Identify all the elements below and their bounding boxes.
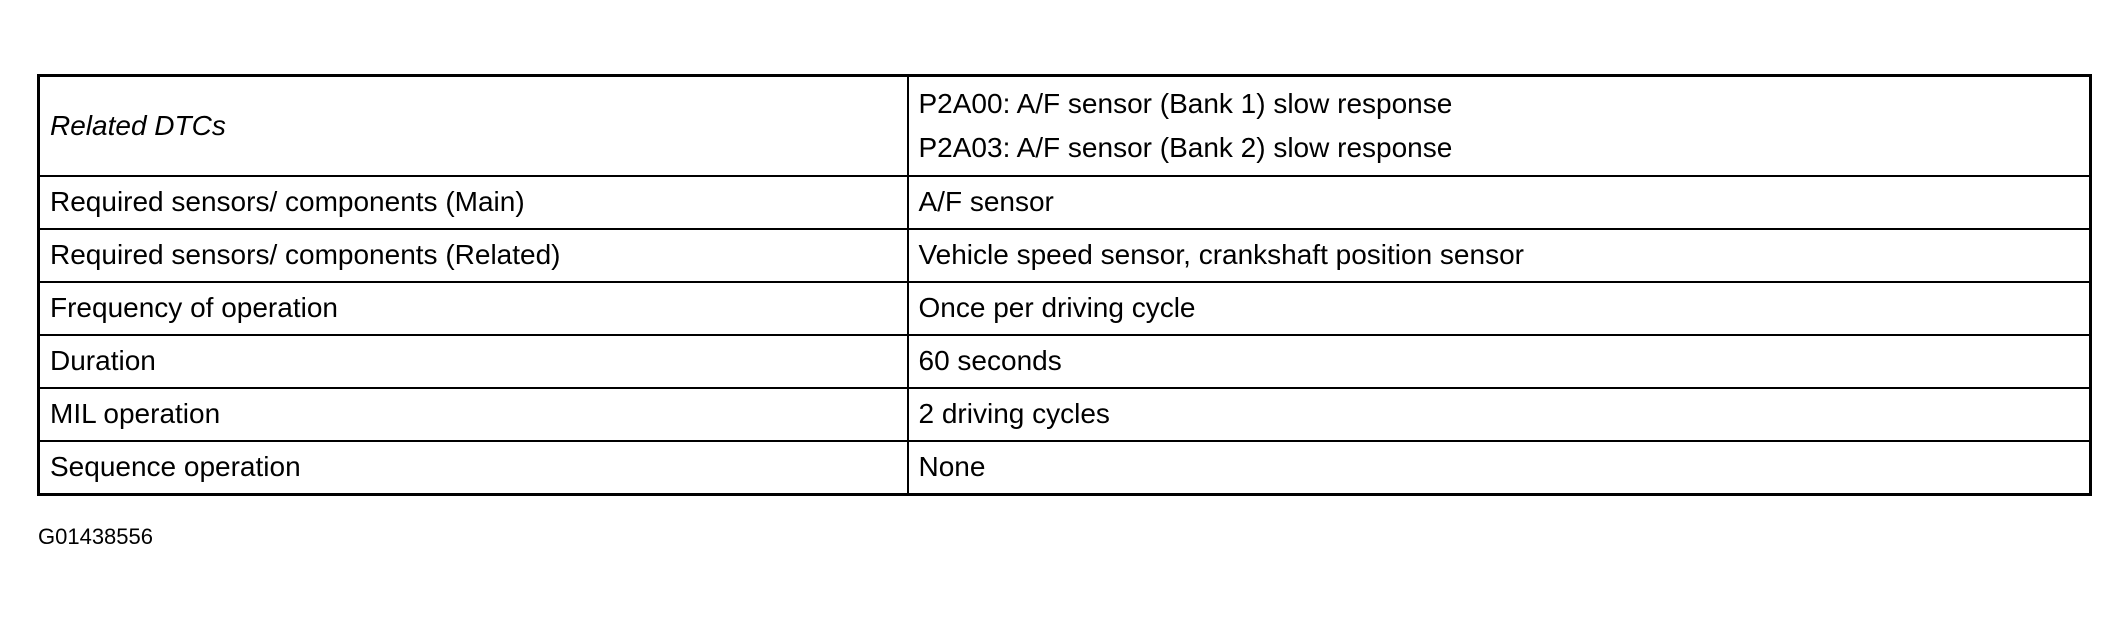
- table-row: [39, 229, 2091, 282]
- row-label: Duration: [39, 335, 908, 388]
- figure-id: G01438556: [38, 524, 153, 549]
- row-value: None: [908, 441, 2091, 495]
- row-value: Vehicle speed sensor, crankshaft position sensor: [908, 229, 2091, 282]
- table-row: [39, 282, 2091, 335]
- row-value: 60 seconds: [908, 335, 2091, 388]
- table-row: [39, 335, 2091, 388]
- table-row: [39, 176, 2091, 229]
- row-value: 2 driving cycles: [908, 388, 2091, 441]
- row-value: Once per driving cycle: [908, 282, 2091, 335]
- row-value: [908, 76, 2091, 177]
- row-label: Related DTCs: [39, 76, 908, 177]
- row-value-line: P2A03: A/F sensor (Bank 2) slow response: [918, 132, 1453, 163]
- row-value-line: P2A00: A/F sensor (Bank 1) slow response: [918, 88, 1453, 119]
- row-label: Sequence operation: [39, 441, 908, 495]
- row-label: Required sensors/ components (Related): [39, 229, 908, 282]
- row-label: MIL operation: [39, 388, 908, 441]
- table-row: [39, 388, 2091, 441]
- row-label: Frequency of operation: [39, 282, 908, 335]
- table-row: [39, 76, 2091, 177]
- row-value: A/F sensor: [908, 176, 2091, 229]
- row-label: Required sensors/ components (Main): [39, 176, 908, 229]
- spec-table: [37, 74, 2092, 496]
- table-row: [39, 441, 2091, 495]
